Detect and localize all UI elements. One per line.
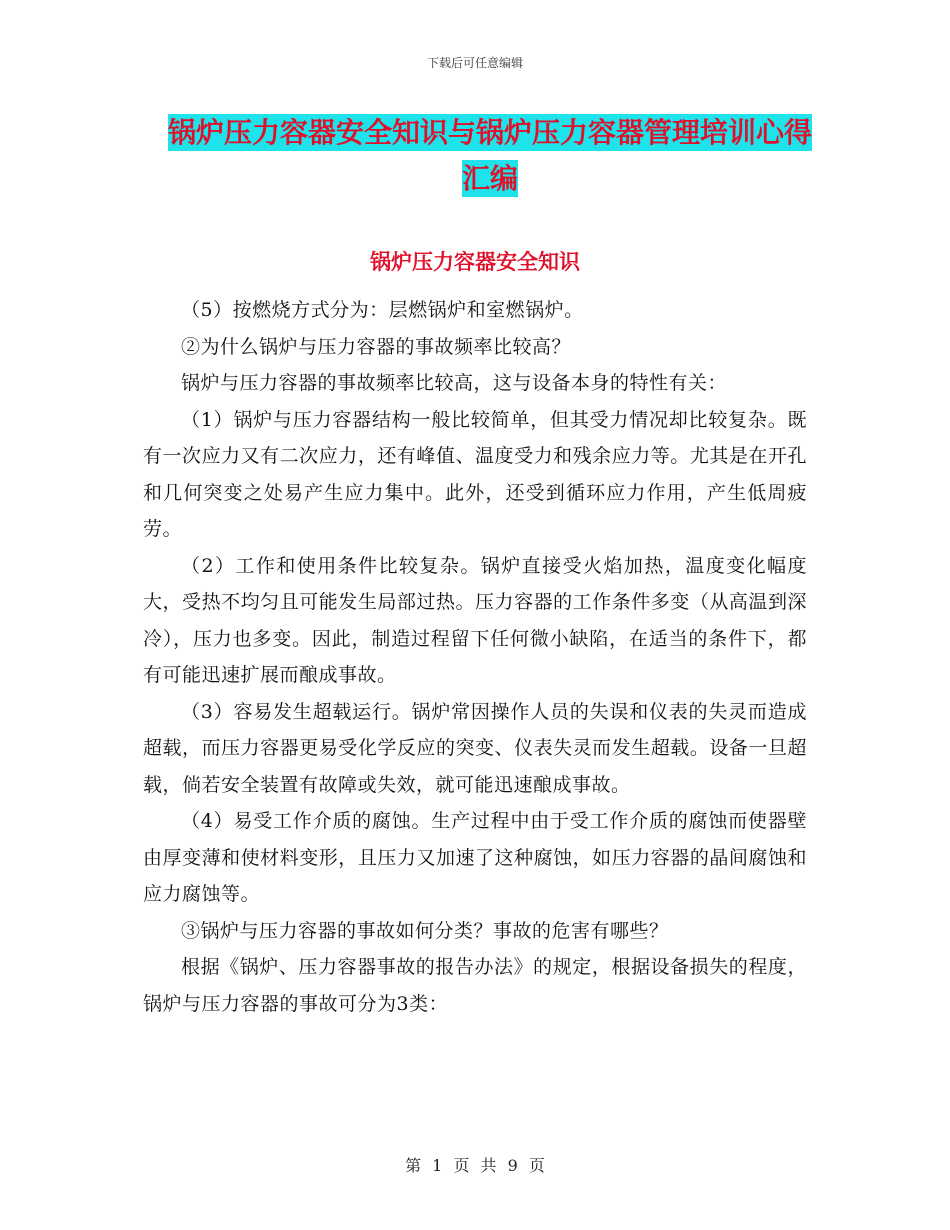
paragraph: ②为什么锅炉与压力容器的事故频率比较高？ bbox=[181, 335, 572, 358]
document-title bbox=[140, 110, 840, 202]
section-heading: 锅炉压力容器安全知识 bbox=[370, 250, 580, 274]
paragraph: （3）容易发生超载运行。锅炉常因操作人员的失误和仪表的失灵而造成超载，而压力容器更易受化学反应的突变、仪表失灵而发生超载。设备一旦超载，倘若安全装置有故障或失效，就可能迅速酿成事故。 bbox=[143, 700, 807, 796]
paragraph: （5）按燃烧方式分为：层燃锅炉和室燃锅炉。 bbox=[181, 299, 584, 321]
paragraph: 锅炉与压力容器的事故频率比较高，这与设备本身的特性有关： bbox=[181, 372, 728, 394]
paragraph: ③锅炉与压力容器的事故如何分类？事故的危害有哪些？ bbox=[181, 919, 669, 942]
paragraph: （4）易受工作介质的腐蚀。生产过程中由于受工作介质的腐蚀而使器壁由厚变薄和使材料变形，且压力又加速了这种腐蚀，如压力容器的晶间腐蚀和应力腐蚀等。 bbox=[143, 810, 807, 905]
page-footer: 第 1 页 共 9 页 bbox=[405, 1156, 545, 1175]
paragraph: （1）锅炉与压力容器结构一般比较简单，但其受力情况却比较复杂。既有一次应力又有二次应力，还有峰值、温度受力和残余应力等。尤其是在开孔和几何突变之处易产生应力集中。此外，还受到循环应力作用，产生低周疲劳。 bbox=[143, 408, 807, 540]
paragraph: 根据《锅炉、压力容器事故的报告办法》的规定，根据设备损失的程度，锅炉与压力容器的事故可分为3类： bbox=[143, 956, 807, 1015]
title-line-2: 汇编 bbox=[461, 162, 518, 195]
header-note: 下载后可任意编辑 bbox=[426, 56, 523, 70]
title-line-1: 锅炉压力容器安全知识与锅炉压力容器管理培训心得 bbox=[167, 116, 812, 149]
paragraph: （2）工作和使用条件比较复杂。锅炉直接受火焰加热，温度变化幅度大，受热不均匀且可能发生局部过热。压力容器的工作条件多变（从高温到深冷），压力也多变。因此，制造过程留下任何微小缺陷，在适当的条件下，都有可能迅速扩展而酿成事故。 bbox=[143, 554, 807, 686]
document-body bbox=[143, 292, 807, 1022]
